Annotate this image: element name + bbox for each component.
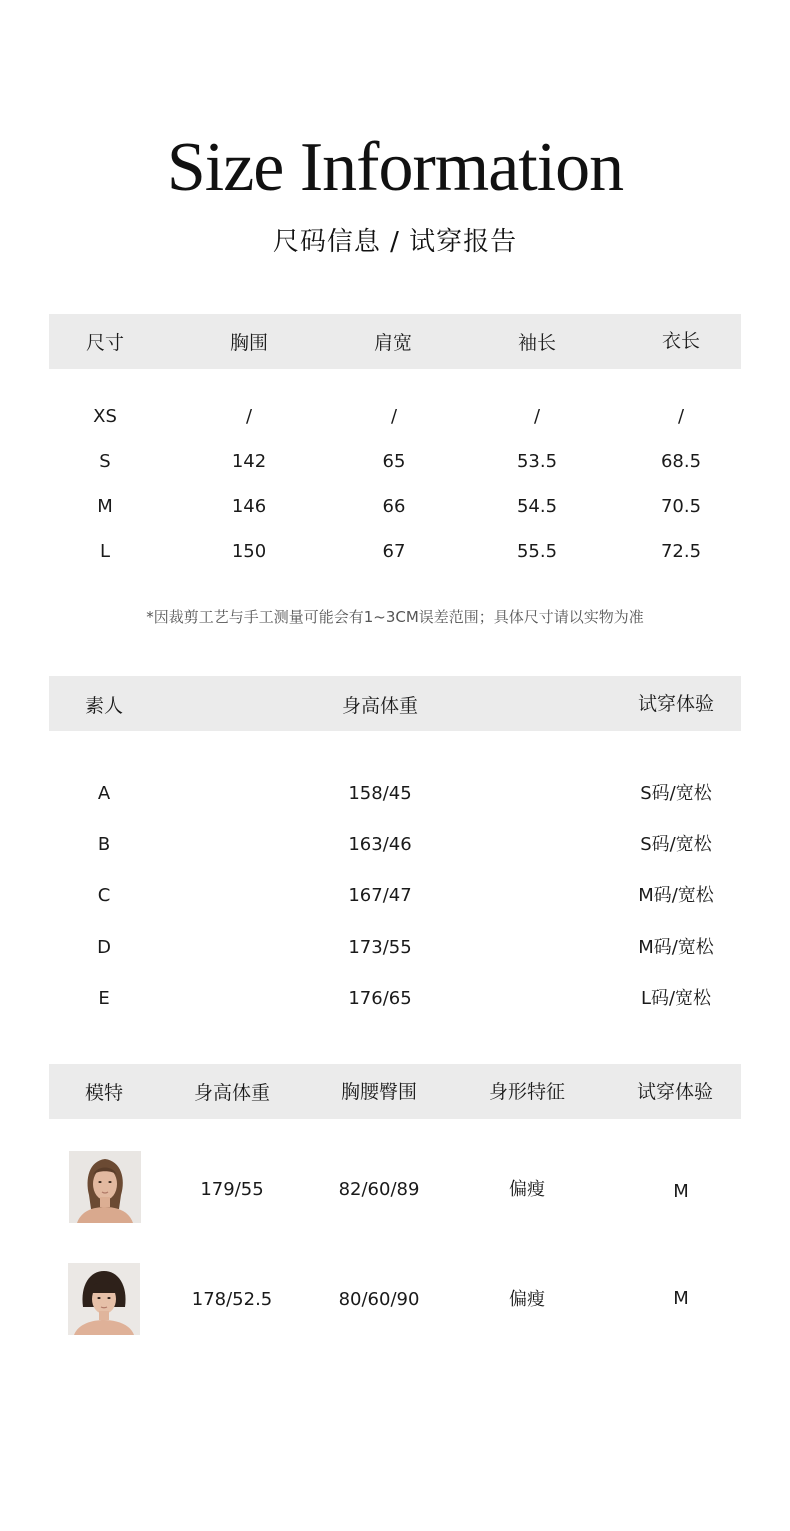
model-header-body-type: 身形特征 (488, 1081, 566, 1103)
amateur-cell: C (97, 885, 111, 906)
amateur-cell: A (97, 783, 111, 804)
amateur-cell: 176/65 (348, 988, 412, 1009)
measurement-note: *因裁剪工艺与手工测量可能会有1~3CM误差范围；具体尺寸请以实物为准 (146, 608, 644, 626)
size-cell: 67 (382, 541, 406, 562)
model-avatar-bob-hair (68, 1263, 140, 1335)
size-header-shoulder: 肩宽 (373, 332, 413, 354)
size-header-size: 尺寸 (85, 332, 125, 354)
amateur-cell: B (97, 834, 111, 855)
amateur-cell: 173/55 (348, 937, 412, 958)
model-cell: 偏瘦 (509, 1179, 545, 1200)
size-cell: 72.5 (660, 541, 702, 562)
size-cell: 54.5 (516, 496, 558, 517)
size-cell: 146 (231, 496, 267, 517)
model-header-height-weight: 身高体重 (193, 1082, 271, 1104)
size-header-sleeve: 袖长 (517, 332, 557, 354)
model-avatar-long-hair (69, 1151, 141, 1223)
model-cell: M (673, 1288, 689, 1309)
size-cell: 66 (382, 496, 406, 517)
model-cell: 178/52.5 (191, 1289, 273, 1310)
size-cell: / (533, 406, 541, 427)
amateur-cell: M码/宽松 (638, 885, 714, 906)
model-cell: 179/55 (200, 1179, 264, 1200)
page-title: Size Information (166, 129, 624, 206)
size-cell: / (390, 406, 398, 427)
size-cell: 142 (231, 451, 267, 472)
model-cell: 82/60/89 (338, 1179, 420, 1200)
size-cell: 68.5 (660, 451, 702, 472)
amateur-header-person: 素人 (84, 695, 124, 717)
size-cell: / (677, 406, 685, 427)
size-header-length: 衣长 (661, 330, 701, 352)
amateur-cell: S码/宽松 (640, 783, 712, 804)
model-header-measurements: 胸腰臀围 (340, 1081, 418, 1103)
amateur-cell: L码/宽松 (640, 988, 712, 1009)
amateur-cell: S码/宽松 (640, 834, 712, 855)
amateur-header-height-weight: 身高体重 (341, 695, 419, 717)
model-cell: 80/60/90 (338, 1289, 420, 1310)
size-header-chest: 胸围 (229, 332, 269, 354)
amateur-cell: E (98, 988, 110, 1009)
size-cell: 55.5 (516, 541, 558, 562)
model-cell: M (673, 1181, 689, 1202)
size-cell: 150 (231, 541, 267, 562)
size-cell: XS (93, 406, 117, 427)
model-header-experience: 试穿体验 (636, 1081, 714, 1103)
amateur-cell: M码/宽松 (638, 937, 714, 958)
size-cell: 70.5 (660, 496, 702, 517)
size-cell: 65 (382, 451, 406, 472)
amateur-cell: 167/47 (348, 885, 412, 906)
page-subtitle: 尺码信息 / 试穿报告 (272, 227, 518, 257)
amateur-cell: 163/46 (348, 834, 412, 855)
size-cell: 53.5 (516, 451, 558, 472)
amateur-cell: D (97, 937, 111, 958)
size-cell: S (99, 451, 111, 472)
model-cell: 偏瘦 (509, 1289, 545, 1310)
size-cell: / (245, 406, 253, 427)
model-header-model: 模特 (84, 1082, 124, 1104)
size-cell: M (97, 496, 113, 517)
amateur-cell: 158/45 (348, 783, 412, 804)
size-cell: L (99, 541, 111, 562)
amateur-header-experience: 试穿体验 (637, 693, 715, 715)
